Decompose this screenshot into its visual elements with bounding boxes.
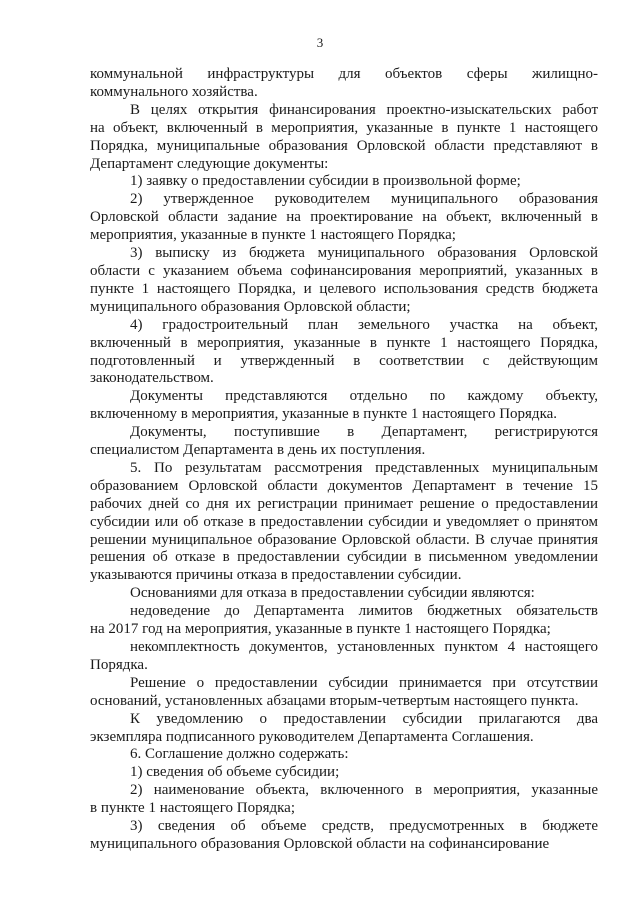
paragraph-first-line: 4) градостроительный план земельного участка на объект, (130, 316, 598, 333)
paragraph-first-line: 6. Соглашение должно содержать: (130, 746, 349, 763)
paragraph-first-line: 1) сведения об объеме субсидии; (130, 764, 340, 781)
paragraph-continuation: включенному в мероприятия, указанные в пункте 1 настоящего Порядка. (90, 406, 558, 423)
paragraph-first-line: коммунальной инфраструктуры для объектов сферы жилищно- (90, 66, 598, 82)
paragraph-continuation: образованием Орловской области документов Департамент в течение 15 рабочих дней со дня их регистрации принимает решение о предоставлении субсидии или об отказе в предоставлении субсидии и уведомляет о принятом решении муниципальное образование Орловской области. В случае принятия решения об отказе в предоставлении субсидии в письменном уведомлении указываются причины отказа в предоставлении субсидии. (90, 477, 598, 584)
paragraph (90, 603, 598, 639)
paragraph (90, 388, 598, 424)
paragraph-first-line: 3) сведения об объеме средств, предусмотренных в бюджете (130, 818, 598, 835)
paragraph-continuation: специалистом Департамента в день их поступления. (90, 442, 426, 459)
paragraph-first-line: 3) выписку из бюджета муниципального образования Орловской (130, 245, 598, 262)
paragraph (90, 191, 598, 245)
paragraph (90, 711, 598, 747)
paragraph-first-line: К уведомлению о предоставлении субсидии прилагаются два (130, 710, 598, 727)
paragraph-continuation: муниципального образования Орловской области на софинансирование (90, 835, 550, 852)
paragraph (90, 818, 598, 854)
paragraph-continuation: экземпляра подписанного руководителем Департамента Соглашения. (90, 728, 534, 745)
paragraph-continuation: коммунального хозяйства. (90, 83, 258, 100)
paragraph-continuation: Орловской области задание на проектирование на объект, включенный в мероприятия, указанные в пункте 1 настоящего Порядка; (90, 209, 598, 244)
paragraph-first-line: Документы представляются отдельно по каждому объекту, (130, 388, 598, 405)
paragraph (90, 585, 598, 603)
page-number: 3 (316, 35, 324, 50)
paragraph-first-line: 5. По результатам рассмотрения представленных муниципальным (130, 459, 598, 476)
document-body (90, 66, 598, 854)
paragraph-first-line: 2) наименование объекта, включенного в мероприятия, указанные (130, 782, 598, 799)
paragraph-continuation: на объект, включенный в мероприятия, указанные в пункте 1 настоящего Порядка, муниципальные образования Орловской области представляют в Департамент следующие документы: (90, 119, 598, 172)
paragraph (90, 245, 598, 317)
paragraph (90, 173, 598, 191)
paragraph (90, 746, 598, 764)
paragraph-first-line: Основаниями для отказа в предоставлении субсидии являются: (130, 585, 535, 602)
paragraph (90, 102, 598, 174)
paragraph-first-line: недоведение до Департамента лимитов бюджетных обязательств (130, 603, 598, 620)
paragraph-first-line: некомплектность документов, установленных пунктом 4 настоящего (130, 639, 598, 655)
paragraph (90, 675, 598, 711)
paragraph-first-line: В целях открытия финансирования проектно-изыскательских работ (130, 101, 598, 118)
paragraph-continuation: на 2017 год на мероприятия, указанные в пункте 1 настоящего Порядка; (90, 621, 551, 638)
paragraph-continuation: области с указанием объема софинансирования мероприятий, указанных в пункте 1 настоящего Порядка, и целевого использования средств бюджета муниципального образования Орловской области; (90, 262, 598, 315)
paragraph (90, 424, 598, 460)
paragraph-continuation: оснований, установленных абзацами вторым-четвертым настоящего пункта. (90, 692, 579, 709)
paragraph (90, 782, 598, 818)
paragraph-first-line: 1) заявку о предоставлении субсидии в произвольной форме; (130, 173, 521, 190)
paragraph-continuation: Порядка. (90, 656, 148, 673)
paragraph-first-line: 2) утвержденное руководителем муниципального образования (130, 191, 598, 208)
paragraph (90, 639, 598, 675)
paragraph-continuation: включенный в мероприятия, указанные в пункте 1 настоящего Порядка, подготовленный и утвержденный в соответствии с действующим законодательством. (90, 334, 598, 387)
paragraph (90, 460, 598, 585)
paragraph-first-line: Документы, поступившие в Департамент, регистрируются (130, 424, 598, 441)
paragraph (90, 317, 598, 389)
paragraph (90, 764, 598, 782)
paragraph-first-line: Решение о предоставлении субсидии принимается при отсутствии (130, 674, 598, 691)
paragraph (90, 66, 598, 102)
paragraph-continuation: в пункте 1 настоящего Порядка; (90, 800, 295, 817)
